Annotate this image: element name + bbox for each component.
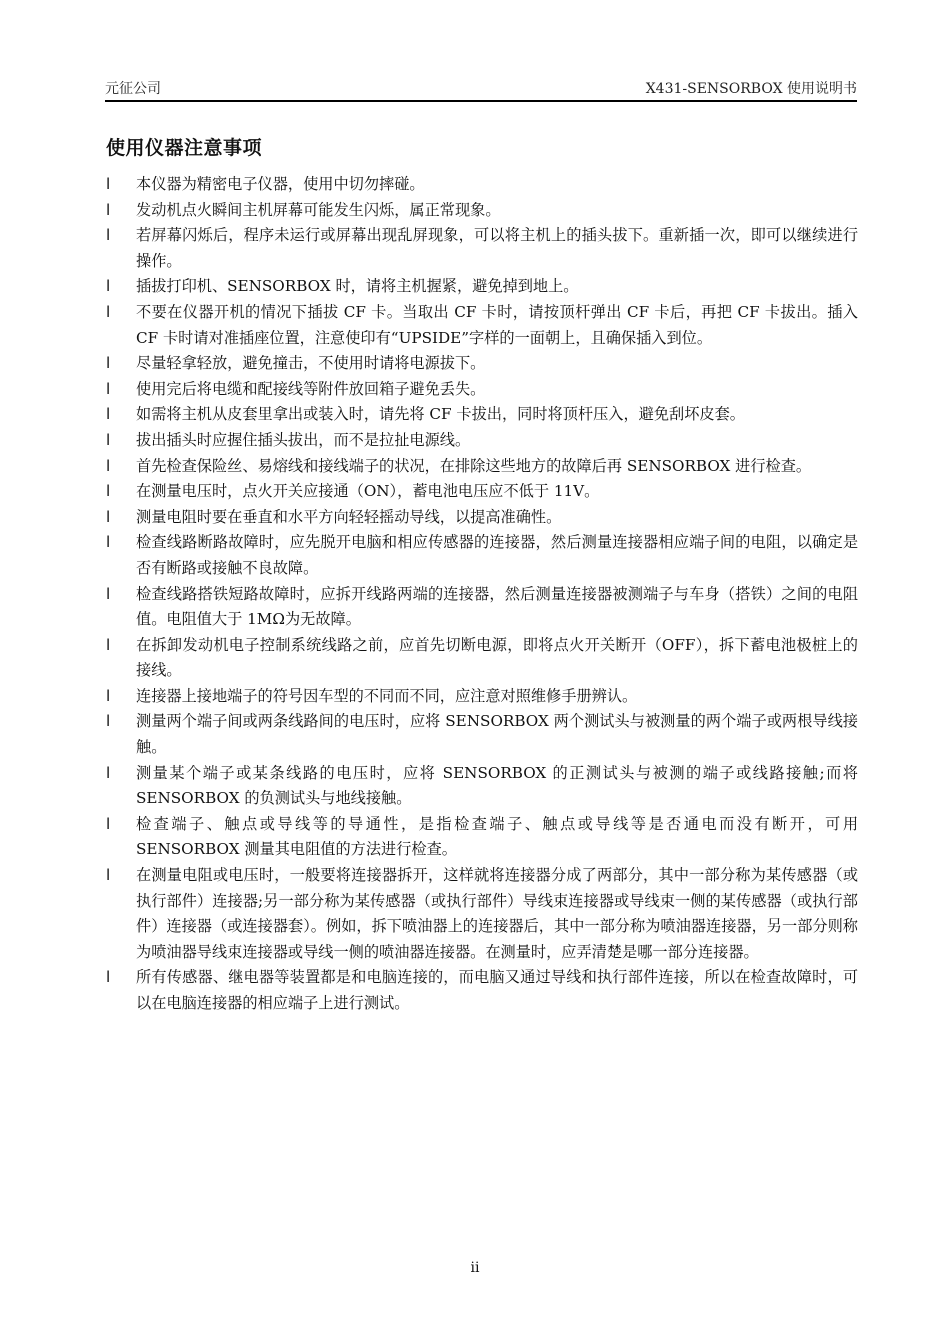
bullet-icon: l xyxy=(106,226,111,245)
list-item xyxy=(106,274,858,300)
page-header xyxy=(105,78,857,100)
list-item-text: 在拆卸发动机电子控制系统线路之前，应首先切断电源，即将点火开关断开（OFF），拆下蓄电池极桩上的接线。 xyxy=(136,635,858,680)
list-item-text: 在测量电阻或电压时，一般要将连接器拆开，这样就将连接器分成了两部分，其中一部分称为某传感器（或执行部件）连接器;另一部分称为某传感器（或执行部件）导线束连接器或导线束一侧的某传感器（或执行部件）连接器（或连接器套）。例如，拆下喷油器上的连接器后，其中一部分称为喷油器连接器，另一部分则称为喷油器导线束连接器或导线一侧的喷油器连接器。在测量时，应弄清楚是哪一部分连接器。 xyxy=(136,866,858,961)
bullet-icon: l xyxy=(106,379,111,398)
list-item-text: 不要在仪器开机的情况下插拔 CF 卡。当取出 CF 卡时，请按顶杆弹出 CF 卡后，再把 CF 卡拔出。插入 CF 卡时请对准插座位置，注意使印有“UPSIDE”字样的一面朝上，且确保插入到位。 xyxy=(136,302,858,347)
list-item xyxy=(106,479,858,505)
bullet-icon: l xyxy=(106,405,111,424)
list-item xyxy=(106,633,858,684)
list-item xyxy=(106,223,858,274)
bullet-icon: l xyxy=(106,814,111,833)
bullet-icon: l xyxy=(106,763,111,782)
page-number: ii xyxy=(470,1260,480,1276)
bullet-icon: l xyxy=(106,430,111,449)
list-item xyxy=(106,709,858,760)
bullet-icon: l xyxy=(106,686,111,705)
list-item-text: 如需将主机从皮套里拿出或装入时，请先将 CF 卡拔出，同时将顶杆压入，避免刮坏皮套。 xyxy=(136,405,745,424)
section-title: 使用仪器注意事项 xyxy=(106,137,263,159)
list-item xyxy=(106,505,858,531)
bullet-icon: l xyxy=(106,533,111,552)
list-item-text: 拔出插头时应握住插头拔出，而不是拉扯电源线。 xyxy=(136,430,471,449)
list-item xyxy=(106,761,858,812)
list-item xyxy=(106,454,858,480)
list-item xyxy=(106,582,858,633)
bullet-icon: l xyxy=(106,482,111,501)
list-item xyxy=(106,428,858,454)
list-item xyxy=(106,351,858,377)
list-item-text: 首先检查保险丝、易熔线和接线端子的状况，在排除这些地方的故障后再 SENSORBOX 进行检查。 xyxy=(136,456,812,475)
list-item-text: 测量某个端子或某条线路的电压时，应将 SENSORBOX 的正测试头与被测的端子或线路接触;而将 SENSORBOX 的负测试头与地线接触。 xyxy=(136,763,858,808)
list-item-text: 在测量电压时，点火开关应接通（ON），蓄电池电压应不低于 11V。 xyxy=(136,482,600,501)
bullet-icon: l xyxy=(106,277,111,296)
list-item-text: 连接器上接地端子的符号因车型的不同而不同，应注意对照维修手册辨认。 xyxy=(136,686,638,705)
list-item xyxy=(106,300,858,351)
precautions-list xyxy=(106,172,858,1017)
list-item xyxy=(106,198,858,224)
bullet-icon: l xyxy=(106,584,111,603)
list-item xyxy=(106,530,858,581)
list-item xyxy=(106,863,858,965)
bullet-icon: l xyxy=(106,507,111,526)
list-item-text: 使用完后将电缆和配接线等附件放回箱子避免丢失。 xyxy=(136,379,486,398)
list-item-text: 尽量轻拿轻放，避免撞击，不使用时请将电源拔下。 xyxy=(136,354,486,373)
list-item-text: 若屏幕闪烁后，程序未运行或屏幕出现乱屏现象，可以将主机上的插头拔下。重新插一次，即可以继续进行操作。 xyxy=(136,226,858,270)
bullet-icon: l xyxy=(106,200,111,219)
list-item xyxy=(106,377,858,403)
bullet-icon: l xyxy=(106,302,111,321)
header-manual-title: X431-SENSORBOX 使用说明书 xyxy=(645,81,857,97)
list-item-text: 发动机点火瞬间主机屏幕可能发生闪烁，属正常现象。 xyxy=(136,200,501,219)
bullet-icon: l xyxy=(106,712,111,731)
list-item-text: 插拔打印机、SENSORBOX 时，请将主机握紧，避免掉到地上。 xyxy=(136,277,579,296)
bullet-icon: l xyxy=(106,354,111,373)
list-item-text: 所有传感器、继电器等装置都是和电脑连接的，而电脑又通过导线和执行部件连接，所以在检查故障时，可以在电脑连接器的相应端子上进行测试。 xyxy=(136,968,858,1012)
list-item xyxy=(106,965,858,1016)
list-item xyxy=(106,812,858,863)
header-rule xyxy=(105,100,857,102)
bullet-icon: l xyxy=(106,456,111,475)
bullet-icon: l xyxy=(106,175,111,193)
header-company: 元征公司 xyxy=(105,81,161,97)
list-item-text: 检查线路搭铁短路故障时，应拆开线路两端的连接器，然后测量连接器被测端子与车身（搭铁）之间的电阻值。电阻值大于 1MΩ为无故障。 xyxy=(136,584,858,629)
list-item-text: 检查线路断路故障时，应先脱开电脑和相应传感器的连接器，然后测量连接器相应端子间的电阻，以确定是否有断路或接触不良故障。 xyxy=(136,533,858,577)
list-item xyxy=(106,172,858,198)
list-item-text: 检查端子、触点或导线等的导通性，是指检查端子、触点或导线等是否通电而没有断开，可用 SENSORBOX 测量其电阻值的方法进行检查。 xyxy=(136,814,858,859)
list-item-text: 本仪器为精密电子仪器，使用中切勿摔碰。 xyxy=(136,175,425,193)
list-item-text: 测量电阻时要在垂直和水平方向轻轻摇动导线，以提高准确性。 xyxy=(136,507,562,526)
list-item xyxy=(106,684,858,710)
bullet-icon: l xyxy=(106,635,111,654)
list-item-text: 测量两个端子间或两条线路间的电压时，应将 SENSORBOX 两个测试头与被测量的两个端子或两根导线接触。 xyxy=(136,712,858,757)
list-item xyxy=(106,402,858,428)
bullet-icon: l xyxy=(106,866,111,885)
bullet-icon: l xyxy=(106,968,111,987)
